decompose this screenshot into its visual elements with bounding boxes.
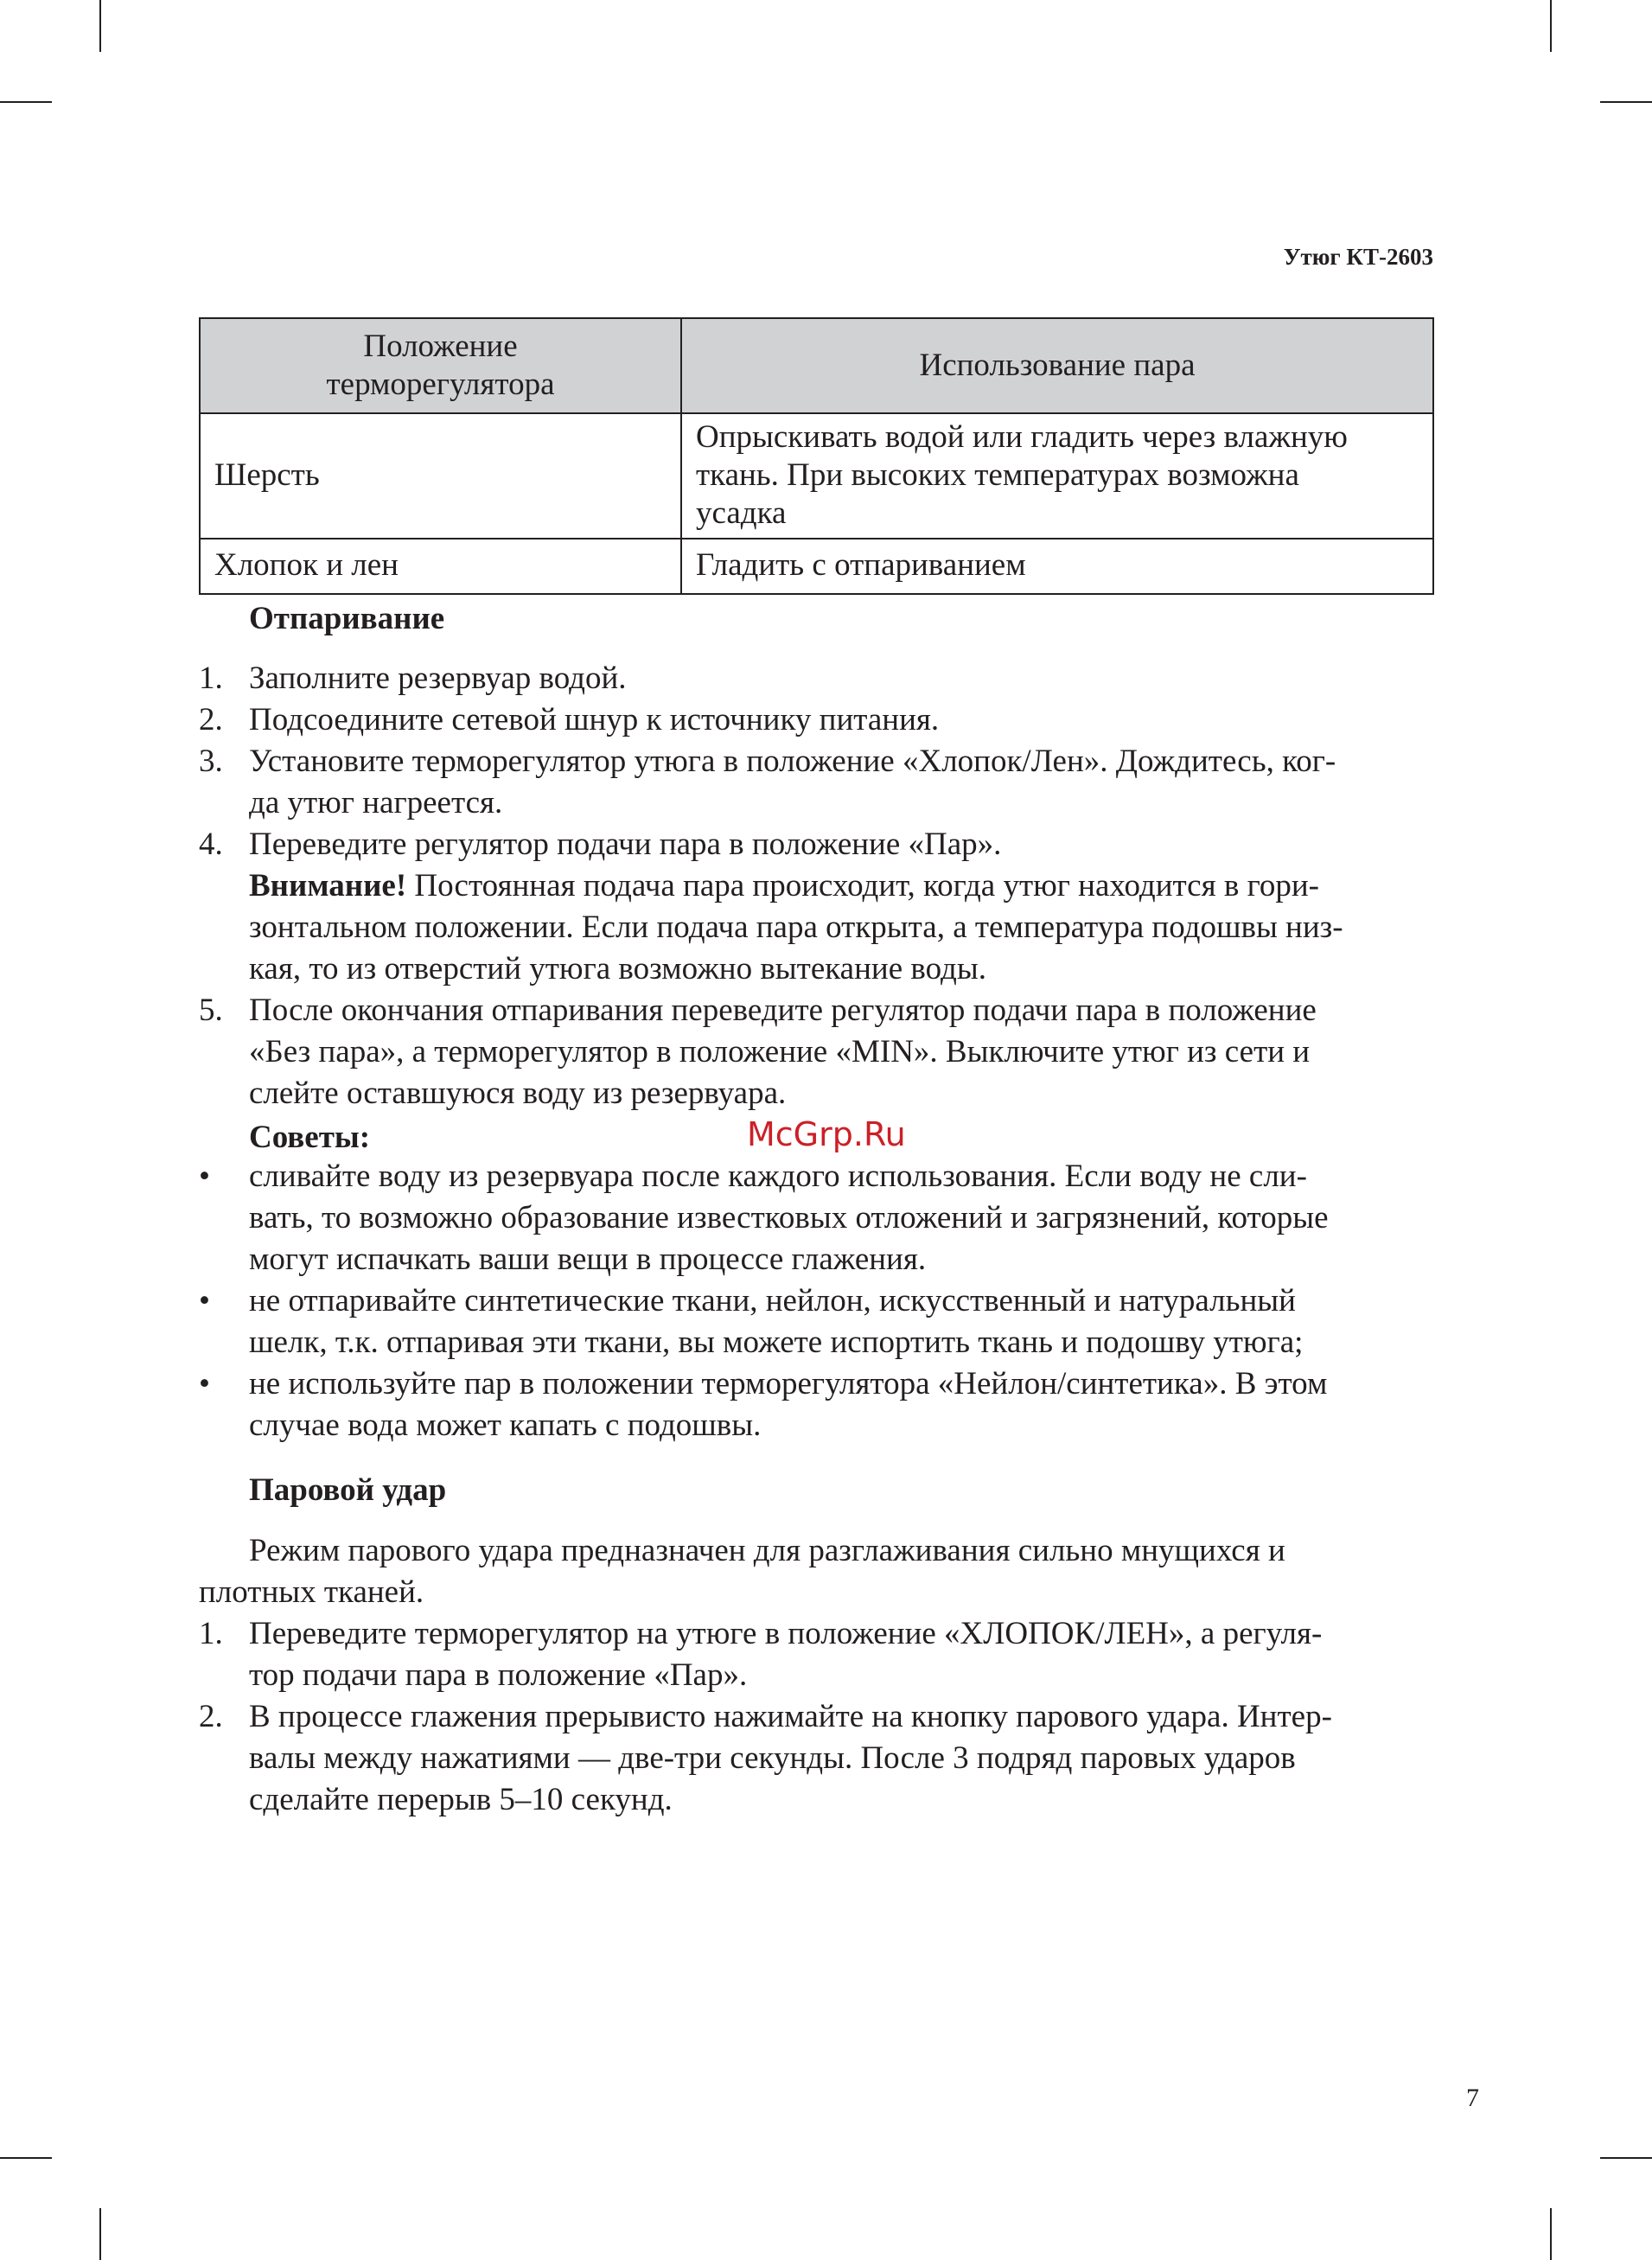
bullet-marker: • [199, 1159, 210, 1194]
step-number: 3. [199, 744, 223, 779]
tip-text: вать, то возможно образование известковых отложений и загрязнений, которые [249, 1200, 1329, 1235]
usage-line: ткань. При высоких температурах возможна [696, 456, 1299, 493]
tip-text: шелк, т.к. отпаривая эти ткани, вы можете испортить ткань и подошву утюга; [249, 1325, 1304, 1360]
step-text: После окончания отпаривания переведите регулятор подачи пара в положение [249, 993, 1317, 1028]
warning-label: Внимание! [249, 868, 407, 903]
crop-mark-bottom-right [1550, 2208, 1552, 2260]
tip-text: случае вода может капать с подошвы. [249, 1408, 762, 1443]
usage-line: Опрыскивать водой или гладить через влажную [696, 418, 1348, 455]
section-heading-steaming: Отпаривание [249, 601, 445, 636]
section-heading-steam-shot: Паровой удар [249, 1472, 447, 1508]
warning-text [249, 865, 1319, 907]
tip-text: сливайте воду из резервуара после каждого использования. Если воду не сли- [249, 1159, 1307, 1194]
warning-line: Постоянная подача пара происходит, когда утюг находится в гори- [406, 868, 1319, 903]
step-text: слейте оставшуюся воду из резервуара. [249, 1076, 787, 1111]
crop-mark-bottom-left-h [0, 2157, 52, 2159]
step-number: 4. [199, 827, 223, 862]
step-text: Переведите терморегулятор на утюге в положение «ХЛОПОК/ЛЕН», а регуля- [249, 1616, 1323, 1651]
table-cell-usage [681, 413, 1433, 539]
step-text: Переведите регулятор подачи пара в положение «Пар». [249, 827, 1002, 862]
crop-mark-top-right-h [1600, 101, 1652, 103]
step-text: тор подачи пара в положение «Пар». [249, 1657, 748, 1693]
step-text: сделайте перерыв 5–10 секунд. [249, 1782, 673, 1817]
step-text: «Без пара», а терморегулятор в положение «MIN». Выключите утюг из сети и [249, 1034, 1311, 1069]
step-number: 5. [199, 993, 223, 1028]
page-number: 7 [1466, 2084, 1479, 2112]
table-header-position [200, 318, 681, 413]
crop-mark-top-left-h [0, 101, 52, 103]
step-text: валы между нажатиями — две-три секунды. После 3 подряд паровых ударов [249, 1740, 1296, 1776]
tip-text: могут испачкать ваши вещи в процессе глажения. [249, 1242, 927, 1277]
step-text: В процессе глажения прерывисто нажимайте на кнопку парового удара. Интер- [249, 1699, 1332, 1734]
table-row [200, 413, 1433, 539]
table-cell-position: Шерсть [200, 413, 681, 539]
table-row [200, 539, 1433, 594]
warning-text: кая, то из отверстий утюга возможно вытекание воды. [249, 951, 986, 986]
crop-mark-bottom-right-h [1600, 2157, 1652, 2159]
step-number: 1. [199, 661, 223, 696]
crop-mark-top-right [1550, 0, 1552, 52]
table-cell-position: Хлопок и лен [200, 539, 681, 594]
tips-heading: Советы: [249, 1120, 371, 1155]
intro-text: Режим парового удара предназначен для разглаживания сильно мнущихся и [249, 1533, 1285, 1568]
page-header-title: Утюг КТ-2603 [1283, 244, 1433, 270]
intro-text: плотных тканей. [199, 1574, 424, 1610]
usage-line: усадка [696, 495, 787, 531]
step-number: 2. [199, 702, 223, 737]
step-text: да утюг нагреется. [249, 785, 503, 820]
tip-text: не используйте пар в положении терморегулятора «Нейлон/синтетика». В этом [249, 1366, 1328, 1401]
step-text: Заполните резервуар водой. [249, 661, 627, 696]
step-text: Подсоедините сетевой шнур к источнику питания. [249, 702, 940, 737]
warning-text: зонтальном положении. Если подача пара открыта, а температура подошвы низ- [249, 910, 1343, 945]
crop-mark-bottom-left [99, 2208, 101, 2260]
bullet-marker: • [199, 1283, 210, 1318]
tip-text: не отпаривайте синтетические ткани, нейлон, искусственный и натуральный [249, 1283, 1296, 1318]
table-header-usage: Использование пара [681, 318, 1433, 413]
table-cell-usage: Гладить с отпариванием [681, 539, 1433, 594]
watermark: McGrp.Ru [747, 1115, 906, 1153]
table-header-row [200, 318, 1433, 413]
temperature-steam-table [199, 317, 1434, 595]
header-position-line1: Положение [363, 329, 518, 364]
crop-mark-top-left [99, 0, 101, 52]
bullet-marker: • [199, 1366, 210, 1401]
header-position-line2: терморегулятора [326, 367, 555, 402]
step-number: 2. [199, 1699, 223, 1734]
step-text: Установите терморегулятор утюга в положение «Хлопок/Лен». Дождитесь, ког- [249, 744, 1336, 779]
step-number: 1. [199, 1616, 223, 1651]
